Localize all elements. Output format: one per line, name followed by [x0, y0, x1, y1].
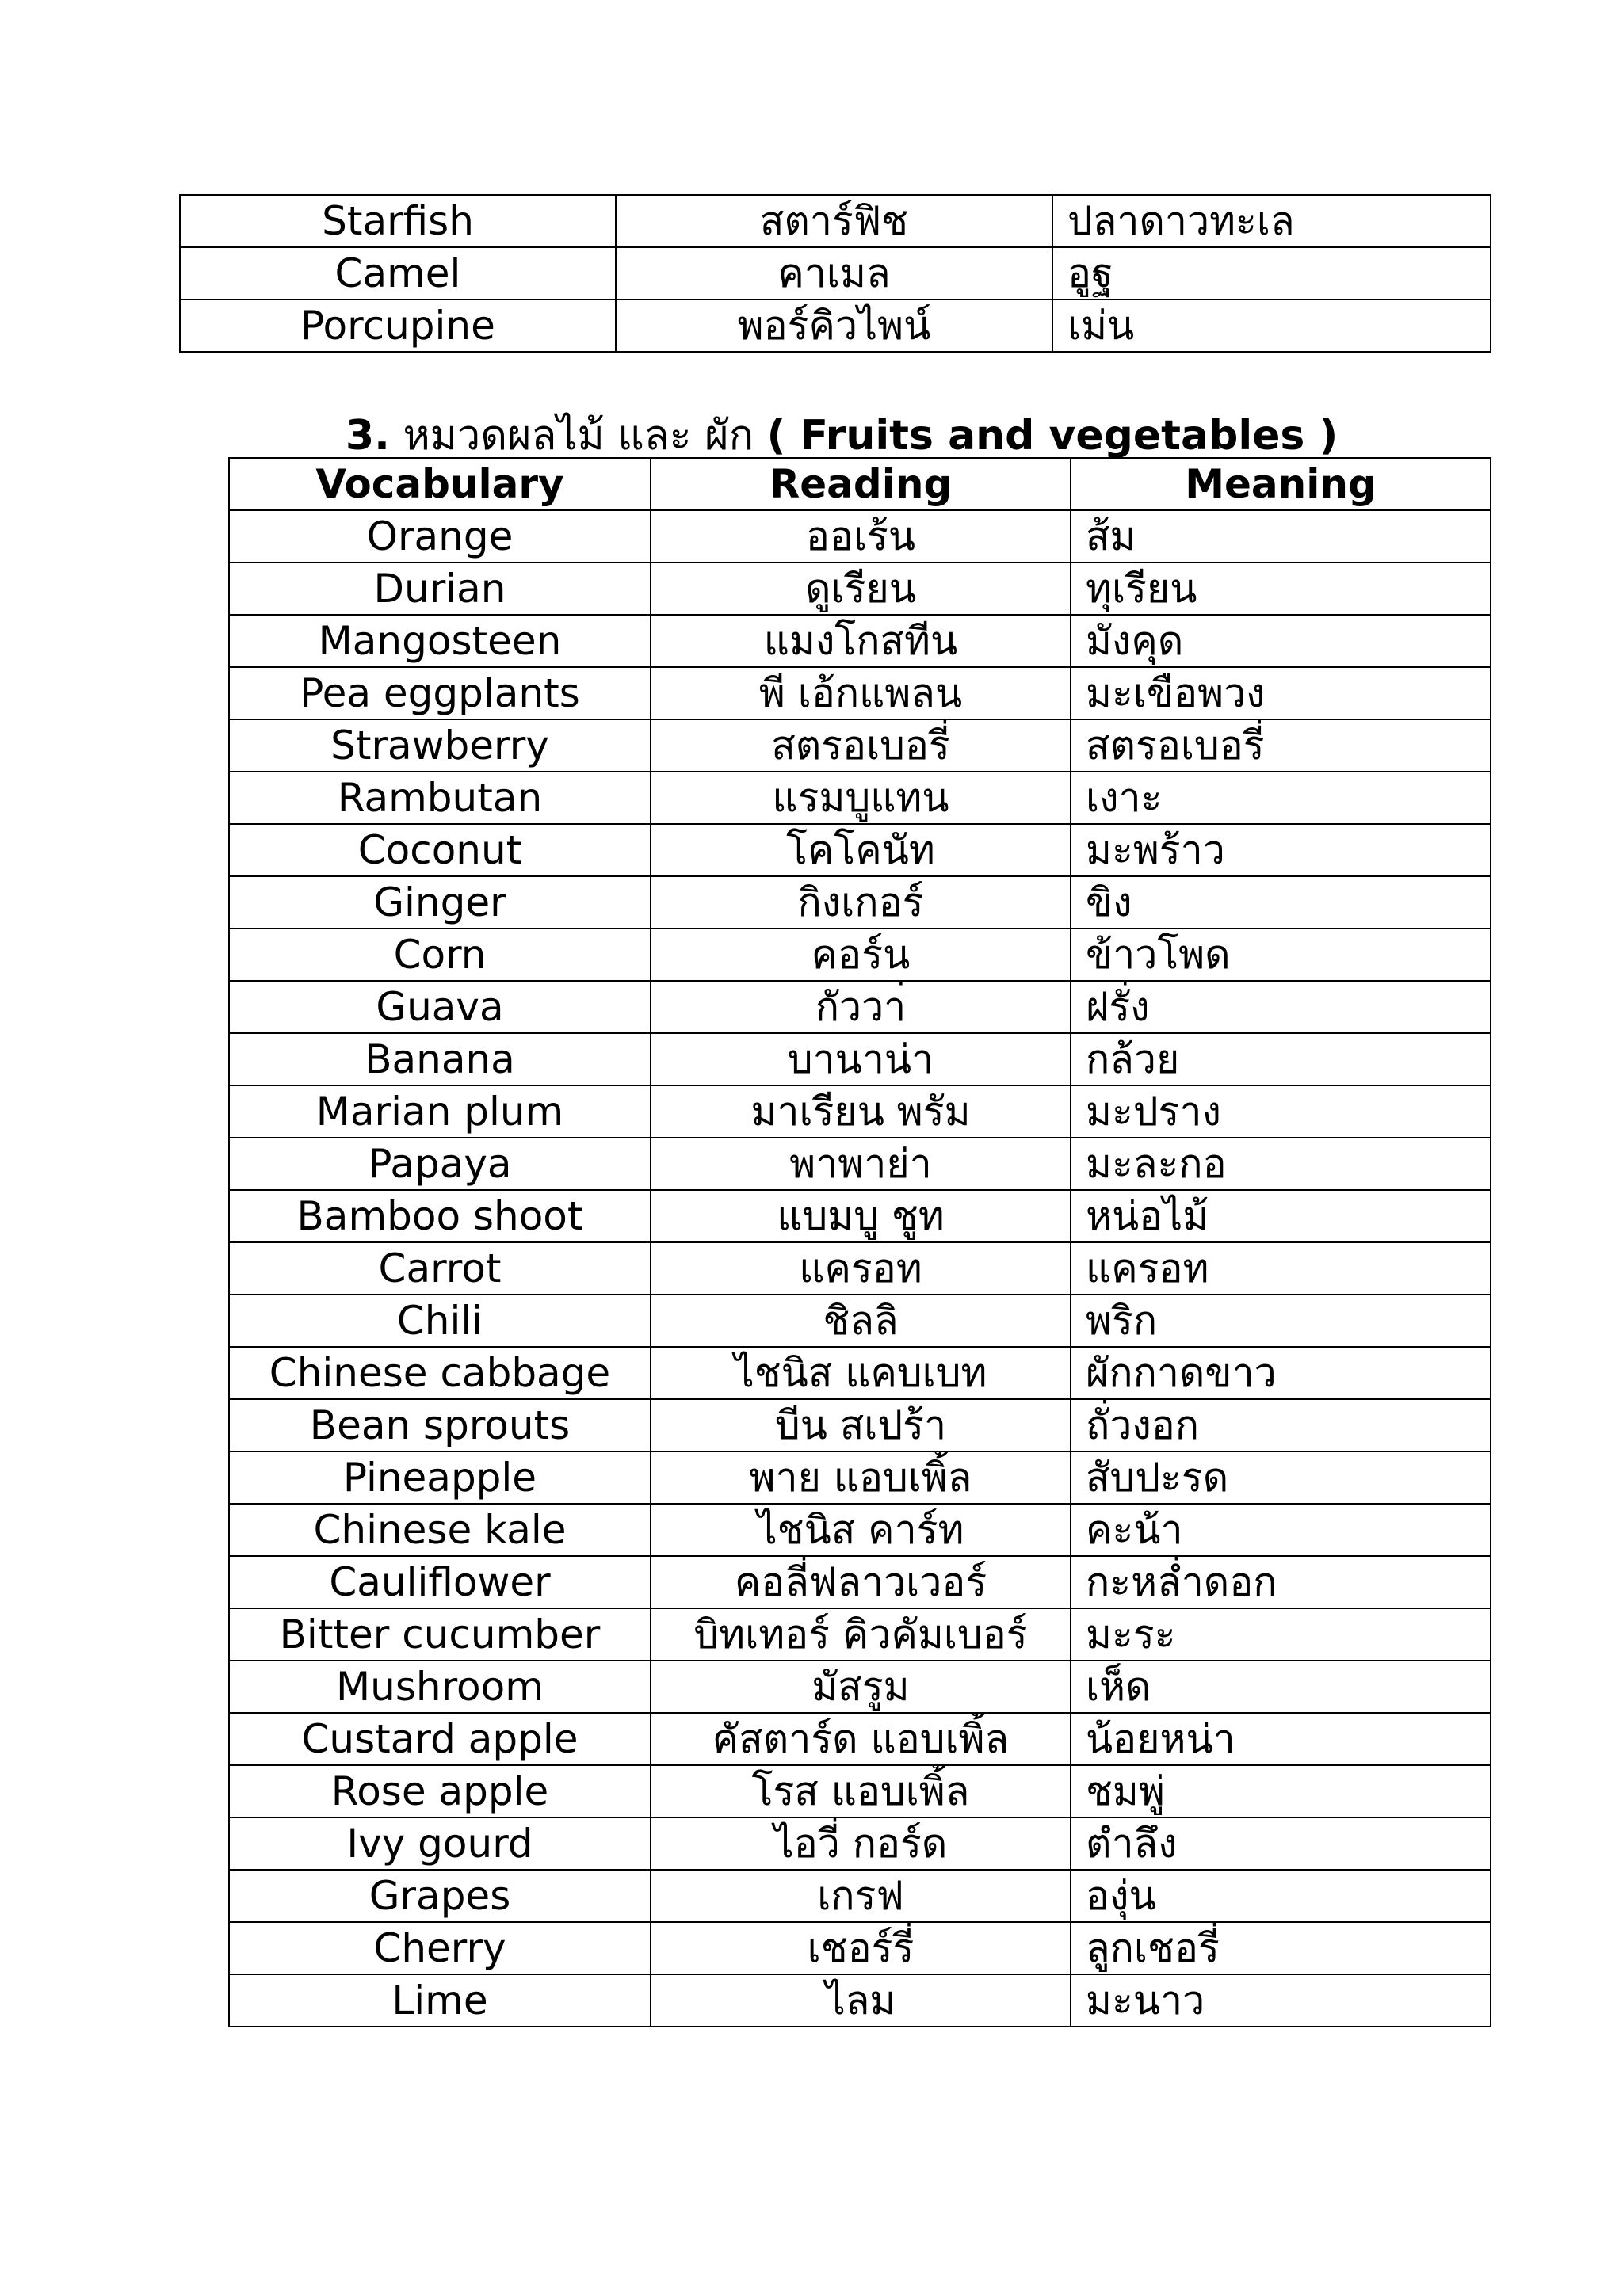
meaning-cell: ขิง [1071, 876, 1491, 929]
meaning-cell: ลูกเชอรี่ [1071, 1922, 1491, 1974]
reading-cell: คอร์น [651, 929, 1071, 981]
meaning-cell: น้อยหน่า [1071, 1713, 1491, 1765]
vocabulary-cell: Ginger [229, 876, 651, 929]
header-vocabulary: Vocabulary [229, 458, 651, 510]
meaning-cell: มะนาว [1071, 1974, 1491, 2027]
section-number: 3. [346, 412, 390, 460]
table-row [229, 1451, 1491, 1504]
meaning-cell: มะละกอ [1071, 1138, 1491, 1190]
meaning-cell: มะเขือพวง [1071, 667, 1491, 719]
vocabulary-cell: Coconut [229, 824, 651, 876]
reading-cell: บิทเทอร์ คิวคัมเบอร์ [651, 1608, 1071, 1661]
table-row [229, 824, 1491, 876]
table-row [229, 1295, 1491, 1347]
reading-cell: แครอท [651, 1242, 1071, 1295]
reading-cell: สตาร์ฟิช [616, 195, 1052, 247]
vocabulary-cell: Bitter cucumber [229, 1608, 651, 1661]
table-row [229, 772, 1491, 824]
reading-cell: กัววา่ [651, 981, 1071, 1033]
table-row [229, 510, 1491, 563]
meaning-cell: หน่อไม้ [1071, 1190, 1491, 1242]
vocabulary-cell: Lime [229, 1974, 651, 2027]
table-row [229, 1713, 1491, 1765]
meaning-cell: มะพร้าว [1071, 824, 1491, 876]
header-row [229, 458, 1491, 510]
meaning-cell: กะหล่ำดอก [1071, 1556, 1491, 1608]
table-row [229, 719, 1491, 772]
meaning-cell: กล้วย [1071, 1033, 1491, 1085]
reading-cell: ไชนิส แคบเบท [651, 1347, 1071, 1399]
vocabulary-cell: Cherry [229, 1922, 651, 1974]
vocabulary-cell: Camel [180, 247, 616, 299]
reading-cell: โคโคนัท [651, 824, 1071, 876]
vocabulary-cell: Porcupine [180, 299, 616, 352]
table-row [229, 1138, 1491, 1190]
vocabulary-cell: Chili [229, 1295, 651, 1347]
vocabulary-cell: Rose apple [229, 1765, 651, 1817]
table-row [229, 1661, 1491, 1713]
reading-cell: ชิลลิ [651, 1295, 1071, 1347]
meaning-cell: ข้าวโพด [1071, 929, 1491, 981]
table-row [180, 195, 1491, 247]
vocabulary-cell: Starfish [180, 195, 616, 247]
reading-cell: เกรฟ [651, 1870, 1071, 1922]
table-row [229, 1765, 1491, 1817]
reading-cell: พาย แอบเพิ้ล [651, 1451, 1071, 1504]
reading-cell: ไลม [651, 1974, 1071, 2027]
vocabulary-cell: Ivy gourd [229, 1817, 651, 1870]
reading-cell: ไชนิส คาร์ท [651, 1504, 1071, 1556]
table-row [229, 1974, 1491, 2027]
table-header [229, 458, 1491, 510]
vocabulary-cell: Guava [229, 981, 651, 1033]
vocabulary-cell: Corn [229, 929, 651, 981]
reading-cell: พอร์คิวไพน์ [616, 299, 1052, 352]
reading-cell: บานาน่า [651, 1033, 1071, 1085]
vocabulary-cell: Strawberry [229, 719, 651, 772]
meaning-cell: ปลาดาวทะเล [1052, 195, 1491, 247]
reading-cell: แมงโกสทีน [651, 615, 1071, 667]
table-row [229, 1085, 1491, 1138]
table-row [229, 1817, 1491, 1870]
reading-cell: แบมบู ชูท [651, 1190, 1071, 1242]
reading-cell: กิงเกอร์ [651, 876, 1071, 929]
meaning-cell: ผักกาดขาว [1071, 1347, 1491, 1399]
vocabulary-cell: Pea eggplants [229, 667, 651, 719]
vocabulary-cell: Custard apple [229, 1713, 651, 1765]
table-row [180, 247, 1491, 299]
vocabulary-cell: Orange [229, 510, 651, 563]
reading-cell: คาเมล [616, 247, 1052, 299]
reading-cell: ออเร้น [651, 510, 1071, 563]
reading-cell: พี เอ้กแพลน [651, 667, 1071, 719]
table-row [229, 667, 1491, 719]
table-row [229, 1556, 1491, 1608]
reading-cell: แรมบูแทน [651, 772, 1071, 824]
meaning-cell: สตรอเบอรี่ [1071, 719, 1491, 772]
reading-cell: สตรอเบอรี่ [651, 719, 1071, 772]
vocabulary-cell: Mushroom [229, 1661, 651, 1713]
table-row [229, 1190, 1491, 1242]
table-row [229, 1870, 1491, 1922]
meaning-cell: สับปะรด [1071, 1451, 1491, 1504]
vocabulary-cell: Rambutan [229, 772, 651, 824]
meaning-cell: มังคุด [1071, 615, 1491, 667]
table-row [229, 1504, 1491, 1556]
meaning-cell: พริก [1071, 1295, 1491, 1347]
table-row [229, 1347, 1491, 1399]
section-title-thai: หมวดผลไม้ และ ผัก [403, 412, 754, 460]
reading-cell: ไอวี่ กอร์ด [651, 1817, 1071, 1870]
meaning-cell: แครอท [1071, 1242, 1491, 1295]
vocabulary-cell: Cauliflower [229, 1556, 651, 1608]
meaning-cell: ส้ม [1071, 510, 1491, 563]
reading-cell: บีน สเปร้า [651, 1399, 1071, 1451]
meaning-cell: เงาะ [1071, 772, 1491, 824]
table-row [229, 1608, 1491, 1661]
vocabulary-cell: Grapes [229, 1870, 651, 1922]
reading-cell: ดูเรียน [651, 563, 1071, 615]
table-row [229, 563, 1491, 615]
fruits-vegetables-table [228, 457, 1491, 2027]
vocabulary-cell: Bamboo shoot [229, 1190, 651, 1242]
meaning-cell: คะน้า [1071, 1504, 1491, 1556]
reading-cell: คัสตาร์ด แอบเพิ้ล [651, 1713, 1071, 1765]
vocabulary-cell: Durian [229, 563, 651, 615]
table-row [229, 1242, 1491, 1295]
previous-vocabulary-table [179, 194, 1491, 353]
vocabulary-cell: Carrot [229, 1242, 651, 1295]
section-title-english: ( Fruits and vegetables ) [766, 412, 1338, 460]
meaning-cell: เม่น [1052, 299, 1491, 352]
header-meaning: Meaning [1071, 458, 1491, 510]
vocabulary-cell: Bean sprouts [229, 1399, 651, 1451]
previous-table-body [180, 195, 1491, 352]
reading-cell: เชอร์รี่ [651, 1922, 1071, 1974]
reading-cell: พาพาย่า [651, 1138, 1071, 1190]
reading-cell: มาเรียน พรัม [651, 1085, 1071, 1138]
meaning-cell: ทุเรียน [1071, 563, 1491, 615]
meaning-cell: องุ่น [1071, 1870, 1491, 1922]
meaning-cell: อูฐ [1052, 247, 1491, 299]
fruit-table-body [229, 510, 1491, 2027]
meaning-cell: มะระ [1071, 1608, 1491, 1661]
table-row [229, 1399, 1491, 1451]
reading-cell: โรส แอบเพิ้ล [651, 1765, 1071, 1817]
vocabulary-cell: Chinese cabbage [229, 1347, 651, 1399]
meaning-cell: เห็ด [1071, 1661, 1491, 1713]
vocabulary-cell: Marian plum [229, 1085, 651, 1138]
reading-cell: คอลี่ฟลาวเวอร์ [651, 1556, 1071, 1608]
table-row [229, 929, 1491, 981]
table-row [229, 615, 1491, 667]
table-row [229, 981, 1491, 1033]
vocabulary-cell: Pineapple [229, 1451, 651, 1504]
reading-cell: มัสรูม [651, 1661, 1071, 1713]
meaning-cell: มะปราง [1071, 1085, 1491, 1138]
table-row [229, 876, 1491, 929]
table-row [229, 1922, 1491, 1974]
table-row [229, 1033, 1491, 1085]
meaning-cell: ตำลึง [1071, 1817, 1491, 1870]
meaning-cell: ชมพู่ [1071, 1765, 1491, 1817]
vocabulary-cell: Papaya [229, 1138, 651, 1190]
vocabulary-cell: Mangosteen [229, 615, 651, 667]
table-row [180, 299, 1491, 352]
header-reading: Reading [651, 458, 1071, 510]
vocabulary-cell: Banana [229, 1033, 651, 1085]
meaning-cell: ฝรั่ง [1071, 981, 1491, 1033]
vocabulary-cell: Chinese kale [229, 1504, 651, 1556]
meaning-cell: ถั่วงอก [1071, 1399, 1491, 1451]
